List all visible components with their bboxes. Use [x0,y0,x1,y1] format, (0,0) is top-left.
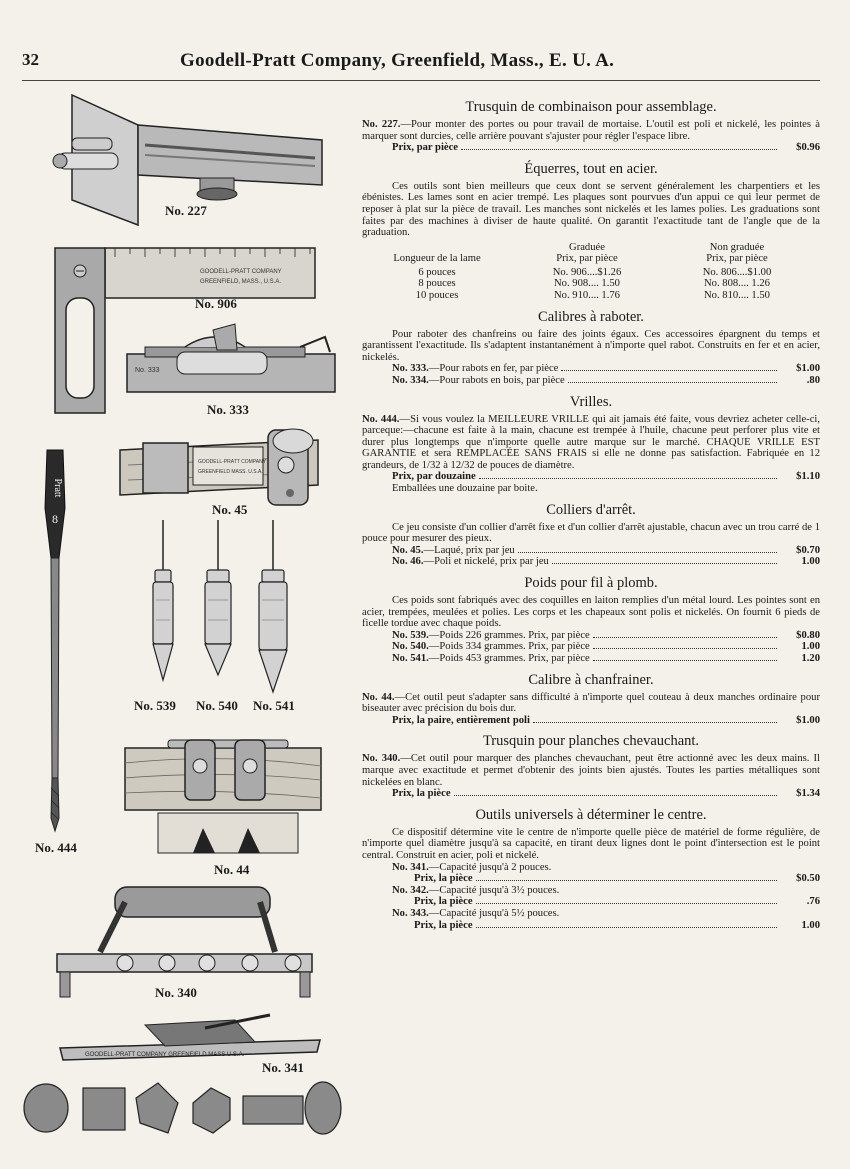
section-gimlets [362,393,820,495]
plane-text: No. 333 [135,367,160,374]
section-title: Calibre à chanfrainer. [528,671,654,688]
page-number: 32 [22,50,39,69]
caption-340: No. 340 [155,985,197,1000]
section-plane-gauges [362,308,820,387]
square-table-row: 6 pouces No. 906....$1.26 No. 806....$1.00 [418,266,772,278]
square-table-row: 8 pouces No. 908.... 1.50 No. 808.... 1.26 [418,278,770,290]
square-ruler-text: GOODELL-PRATT COMPANY [200,269,282,275]
caption-227: No. 227 [165,203,207,218]
caption-45: No. 45 [212,502,248,517]
item-line: No. 341.—Capacité jusqu'à 2 pouces. [392,861,552,873]
caption-44: No. 44 [214,862,250,877]
section-title: Vrilles. [569,393,613,410]
section-body: Ces outils sont bien meilleurs que ceux dont se servent généralement les charpentiers et les ébénistes. Les lames sont en acier trempé. Les plaques sont pourvues d'un appui ce qui leur permet de reposer à plat sur la pièce de travail. Les manches sont nickelés et les lames polies. Les graduations sont faites par des machines à diviser de haute qualité. On garantit l'exactitude tant de l'angle que de la graduation. [362,180,820,239]
square-table-header: Graduée Non graduée Longueur de la lame Prix, par pièce Prix, par pièce [393,241,768,264]
stop-text: GOODELL-PRATT COMPANY [198,459,267,465]
price-line: Prix, par pièce $0.96 [392,142,820,154]
section-note: Emballées une douzaine par boite. [392,483,538,495]
section-body: No. 227.—Pour monter des portes ou pour travail de mortaise. L'outil est poli et nickelé, les pointes à marquer sont durcies, celle arrière pouvant s'ajuster pour régler l'espace libre. [362,119,820,142]
section-plumb-bobs [362,574,820,665]
price-line: No. 46.—Poli et nickelé, prix par jeu 1.00 [392,556,820,568]
price-line: No. 333.—Pour rabots en fer, par pièce $1.00 [392,363,820,375]
section-227 [362,98,820,154]
square-ruler-text2: GREENFIELD, MASS., U.S.A. [200,279,282,285]
caption-540: No. 540 [196,698,238,713]
price-line: Prix, la pièce .76 [414,896,820,908]
section-title: Trusquin pour planches chevauchant. [482,733,700,750]
caption-444: No. 444 [35,840,77,855]
illustration-444-gimlet [35,448,75,833]
item-line: No. 342.—Capacité jusqu'à 3½ pouces. [392,884,560,896]
price-line: Prix, la paire, entièrement poli $1.00 [392,714,820,726]
section-title: Colliers d'arrêt. [546,501,636,518]
section-centre-finders [362,806,820,931]
section-title: Outils universels à déterminer le centre. [475,806,707,823]
section-body: Ces poids sont fabriqués avec des coquilles en laiton remplies d'un métal lourd. Les pointes sont en acier, trempées, meulées et polies. Les corps et les chapeaux sont polis et nickelés. On fournit 6 pieds de ficelle tordue avec chaque poids. [362,595,820,630]
section-body: No. 444.—Si vous voulez la MEILLEURE VRILLE qui ait jamais été faite, vous devriez acheter celle-ci, parceque:—chacune est faite à la main, chacune est trempée à l'huile, chacune peut perforer plus vite et durer plus longtemps que n'importe quelle autre marque sur le marché. CHAQUE VRILLE EST GARANTIE et sera REMPLACÉE SANS FRAIS si elle ne donne pas satisfaction. Fabriquée en 12 grandeurs, de 1/32 à 12/32 de pouces de diamètre. [362,413,820,471]
caption-341: No. 341 [262,1060,304,1075]
section-body: Ce jeu consiste d'un collier d'arrêt fixe et d'un collier d'arrêt ajustable, chacun avec un trou carré de 1 pouce pour mesurer des pieux. [362,521,820,545]
section-title: Équerres, tout en acier. [524,160,658,177]
section-body: Pour raboter des chanfreins ou faire des joints égaux. Ces accessoires épargnent du temps et garantissent l'exactitude. Ils s'adaptent instantanément à n'importe quel rabot. Construits en fer et en acier, nickelés. [362,328,820,363]
section-chamfer-gauge [362,671,820,727]
section-stop-collars [362,501,820,568]
header-rule [22,80,820,81]
price-line: Prix, la pièce $1.34 [392,788,820,800]
illustration-340-gauge [55,882,315,1002]
section-title: Trusquin de combinaison pour assemblage. [465,99,717,115]
centre-finder-text: GOODELL-PRATT COMPANY GREENFIELD MASS U.S.A. [85,1052,245,1058]
bit-brand-text: Pratt [52,478,63,498]
section-body: No. 44.—Cet outil peut s'adapter sans difficulté à n'importe quel couteau à deux manches ordinaire pour biseauter avec précision du bois dur. [362,691,820,715]
price-line: No. 539.—Poids 226 grammes. Prix, par pièce $0.80 [392,629,820,641]
section-squares [362,160,820,302]
caption-333: No. 333 [207,402,249,417]
price-line: No. 540.—Poids 334 grammes. Prix, par pièce 1.00 [392,641,820,653]
square-table-row: 10 pouces No. 910.... 1.76 No. 810.... 1.50 [415,289,770,301]
section-body: Ce dispositif détermine vite le centre de n'importe quelle pièce de matériel de forme régulière, de n'importe quel diamètre jusqu'à sa capacité, en tirant deux lignes dont le point d'intersection est le point central. Construit en acier, poli et nickelé. [362,826,820,861]
caption-541: No. 541 [253,698,295,713]
price-line: Prix, la pièce $0.50 [414,873,820,885]
illustration-sample-shapes [18,1078,348,1138]
running-header: Goodell-Pratt Company, Greenfield, Mass., E. U. A. [180,50,615,71]
price-line: No. 334.—Pour rabots en bois, par pièce .80 [392,374,820,386]
illustration-333-plane-gauge [125,322,340,397]
price-line: Prix, par douzaine $1.10 [392,471,820,483]
illustration-plumb-bobs [145,520,315,695]
bit-size-text: 8 [52,512,58,526]
section-title: Poids pour fil à plomb. [524,575,658,592]
section-body: No. 340.—Cet outil pour marquer des planches chevauchant, peut être actionné avec les deux mains. Il marque avec exactitude et permet d'obtenir des joints bien ajustés. Toutes les parties métalliques sont nickelées en blanc. [362,753,820,788]
stop-text2: GREENFIELD MASS. U.S.A. [198,469,263,475]
section-lap-board-gauge [362,732,820,799]
section-title: Calibres à raboter. [538,308,644,325]
price-line: No. 45.—Laqué, prix par jeu $0.70 [392,544,820,556]
text-column [362,98,820,937]
price-line: Prix, la pièce 1.00 [414,919,820,931]
item-line: No. 343.—Capacité jusqu'à 5½ pouces. [392,907,560,919]
price-line: No. 541.—Poids 453 grammes. Prix, par pièce 1.20 [392,653,820,664]
illustration-45-stop-collars [118,425,338,510]
caption-539: No. 539 [134,698,176,713]
caption-906: No. 906 [195,296,237,311]
illustration-44-chamfer-gauge [123,718,323,858]
